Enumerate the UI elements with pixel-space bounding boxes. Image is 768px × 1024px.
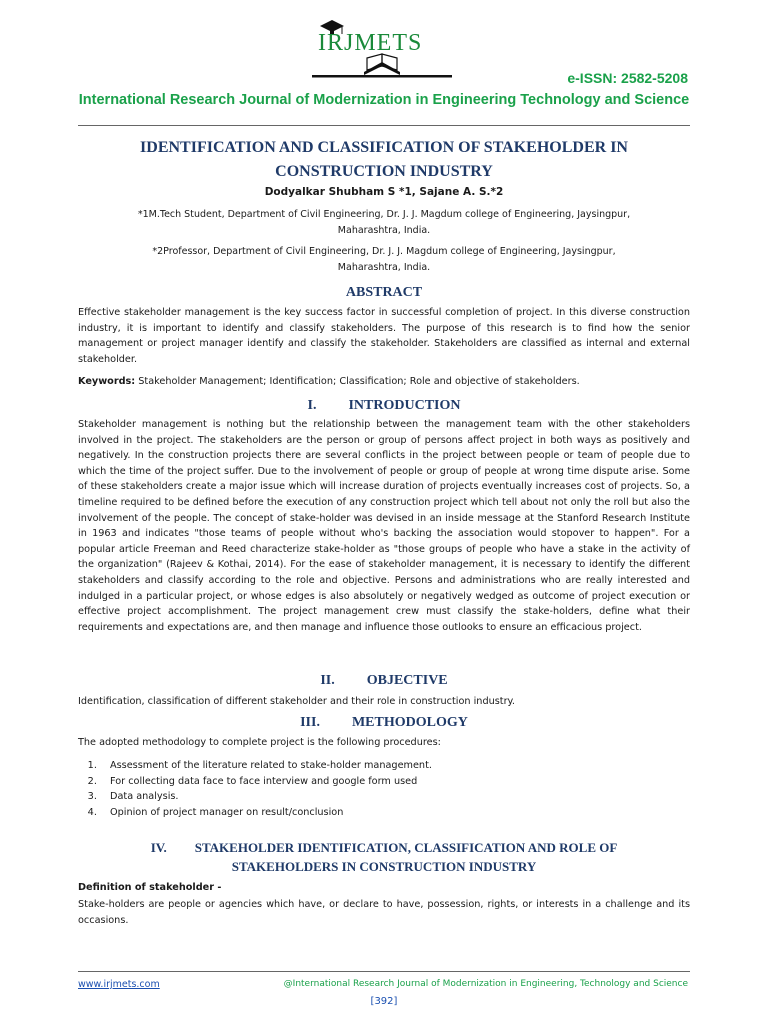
methodology-list (78, 758, 690, 820)
logo-text: IRJMETS (318, 30, 423, 56)
objective-heading: II. OBJECTIVE (320, 673, 448, 688)
affiliation-1: *1M.Tech Student, Department of Civil Engineering, Dr. J. J. Magdum college of Engineering, Jaysingpur, Maharashtra, India. (137, 209, 631, 236)
footer-copyright: @International Research Journal of Modernization in Engineering, Technology and Science (283, 979, 688, 989)
abstract-text: Effective stakeholder management is the key success factor in successful completion of project. In this diverse construction industry, it is important to identify and classify stakeholders. The purpose of this research is to find how the senior management or project manager identify and classify the stakeholder. Stakeholders are classified as internal and external stakeholder. (78, 307, 690, 365)
list-item: 2. For collecting data face to face interview and google form used (100, 774, 690, 790)
authors: Dodyalkar Shubham S *1, Sajane A. S.*2 (264, 186, 504, 198)
page-number: [392] (370, 996, 398, 1007)
objective-text: Identification, classification of different stakeholder and their role in construction industry. (78, 696, 515, 707)
website-link[interactable]: www.irjmets.com (78, 979, 160, 990)
introduction-text: Stakeholder management is nothing but the relationship between the management team with the other stakeholders involved in the project. The stakeholders are the person or group of persons affect project in both ways as positively and negatively. In the construction projects there are several conflicts in the project between people or team of people due to which the time of the project suffer. Due to the involvement of people or group of people at wrong time dispute arise. Some of these stakeholders create a major issue which will increase duration of projects eventually increases cost of projects. So, a timeline required to be defined before the execution of any construction project which tell about not only the roll but also the involvement of the people. The concept of stake-holder was devised in an inside message at the Stanford Research Institute in 1963 and indicates "those teams of people without who's backing the association would stopover to happen". For a popular article Freeman and Reed characterize stake-holder as "those groups of people who have a stake in the activity of the organization" (Rajeev & Kothai, 2014). For the ease of stakeholder management, it is necessary to identify the different stakeholders and classify according to the role and objective. Persons and administrations who are really interested and indulged in a particular project, or whose edges is also absolutely or negatively wedged as outcome of project execution or effective project accomplishment. The project management crew must classify the stake-holders, define what their requirements and expectations are, and then manage and influence those outlooks to ensure an efficacious project. (78, 419, 690, 633)
section-4-heading: IV. STAKEHOLDER IDENTIFICATION, CLASSIFICATION AND ROLE OF STAKEHOLDERS IN CONSTRUCTION INDUSTRY (150, 840, 618, 874)
eissn: e-ISSN: 2582-5208 (567, 70, 688, 86)
list-item: 3. Data analysis. (100, 789, 690, 805)
introduction-heading: I. INTRODUCTION (307, 398, 461, 413)
affiliation-2: *2Professor, Department of Civil Engineering, Dr. J. J. Magdum college of Engineering, Jaysingpur, Maharashtra, India. (152, 246, 616, 273)
abstract-heading: ABSTRACT (345, 285, 423, 300)
definition-text: Stake-holders are people or agencies which have, or declare to have, possession, rights, or interests in a challenge and its occasions. (78, 899, 690, 926)
definition-subheading: Definition of stakeholder - (78, 882, 222, 893)
keywords: Keywords: Stakeholder Management; Identification; Classification; Role and objective of stakeholders. (78, 376, 580, 387)
journal-name: International Research Journal of Modernization in Engineering Technology and Science (78, 92, 690, 108)
header-divider (78, 125, 690, 126)
footer-divider (78, 971, 690, 972)
list-item: 4. Opinion of project manager on result/conclusion (100, 805, 690, 821)
methodology-heading: III. METHODOLOGY (300, 715, 468, 730)
list-item: 1. Assessment of the literature related to stake-holder management. (100, 758, 690, 774)
paper-title: IDENTIFICATION AND CLASSIFICATION OF STAKEHOLDER IN CONSTRUCTION INDUSTRY (140, 139, 628, 180)
methodology-intro: The adopted methodology to complete project is the following procedures: (78, 737, 441, 748)
